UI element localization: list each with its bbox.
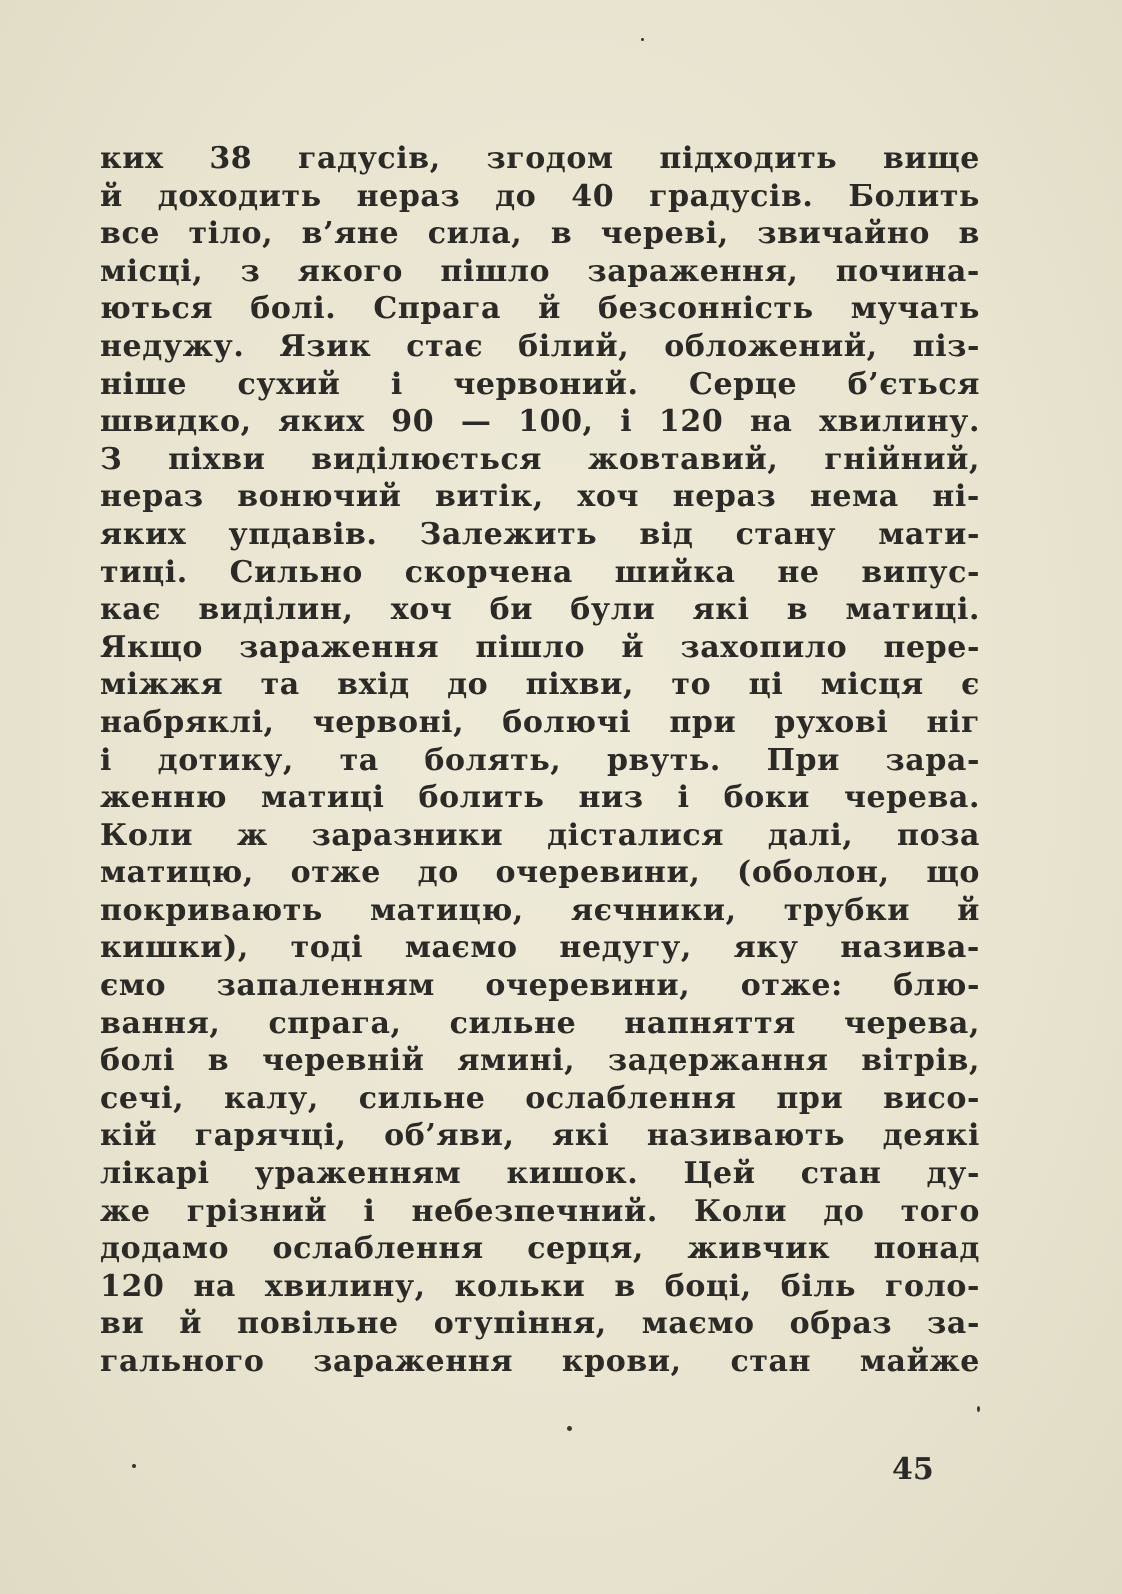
text-line: женню матиці болить низ і боки черева. xyxy=(100,780,980,816)
text-line: Коли ж заразники дісталися далі, поза xyxy=(100,817,980,853)
text-line: ються болі. Спрага й безсонність мучать xyxy=(100,291,980,327)
text-line: міжжя та вхід до піхви, то ці місця є xyxy=(100,667,980,703)
text-line: гального зараження крови, стан майже xyxy=(100,1344,980,1379)
body-text xyxy=(100,140,980,1381)
text-line: матицю, отже до очеревини, (оболон, що xyxy=(100,855,980,891)
text-line: і дотику, та болять, рвуть. При зара- xyxy=(100,742,980,778)
text-line: набряклі, червоні, болючі при рухові ніг xyxy=(100,704,980,740)
text-line: й доходить нераз до 40 градусів. Болить xyxy=(100,178,980,214)
text-line: же грізний і небезпечний. Коли до того xyxy=(100,1193,980,1229)
text-line: все тіло, в’яне сила, в череві, звичайно в xyxy=(100,216,980,252)
text-line: кій гарячці, об’яви, які називають деякі xyxy=(100,1118,980,1154)
text-line: додамо ослаблення серця, живчик понад xyxy=(100,1231,980,1267)
text-line: покривають матицю, яєчники, трубки й xyxy=(100,892,980,928)
text-line: кишки), тоді маємо недугу, яку назива- xyxy=(100,930,980,966)
text-line: ких 38 гадусів, згодом підходить вище xyxy=(100,141,980,176)
text-line: лікарі ураженням кишок. Цей стан ду- xyxy=(100,1156,980,1192)
text-line: ємо запаленням очеревини, отже: блю- xyxy=(100,968,980,1004)
text-line: недужу. Язик стає білий, обложений, піз- xyxy=(100,328,980,364)
text-line: тиці. Сильно скорчена шийка не випус- xyxy=(100,554,980,590)
text-line: Якщо зараження пішло й захопило пере- xyxy=(100,629,980,665)
text-line: ви й повільне отупіння, маємо образ за- xyxy=(100,1306,980,1342)
text-line: ніше сухий і червоний. Серце б’ється xyxy=(100,366,980,402)
text-line: болі в черевній ямині, задержання вітрів, xyxy=(100,1043,980,1079)
text-line: З піхви виділюється жовтавий, гнійний, xyxy=(100,441,980,477)
ink-speck xyxy=(132,1464,136,1468)
ink-speck xyxy=(977,1406,980,1412)
ink-speck xyxy=(567,1426,572,1431)
text-line: яких упдавів. Залежить від стану мати- xyxy=(100,516,980,552)
text-line: швидко, яких 90 — 100, і 120 на хвилину. xyxy=(100,404,980,440)
page-number: 45 xyxy=(892,1452,934,1487)
text-line: нераз вонючий витік, хоч нераз нема ні- xyxy=(100,479,980,515)
text-line: місці, з якого пішло зараження, почина- xyxy=(100,253,980,289)
text-line: 120 на хвилину, кольки в боці, біль голо- xyxy=(100,1268,980,1304)
text-line: кає виділин, хоч би були які в матиці. xyxy=(100,592,980,628)
ink-speck xyxy=(641,38,644,41)
text-line: вання, спрага, сильне напняття черева, xyxy=(100,1005,980,1041)
text-line: сечі, калу, сильне ослаблення при висо- xyxy=(100,1080,980,1116)
